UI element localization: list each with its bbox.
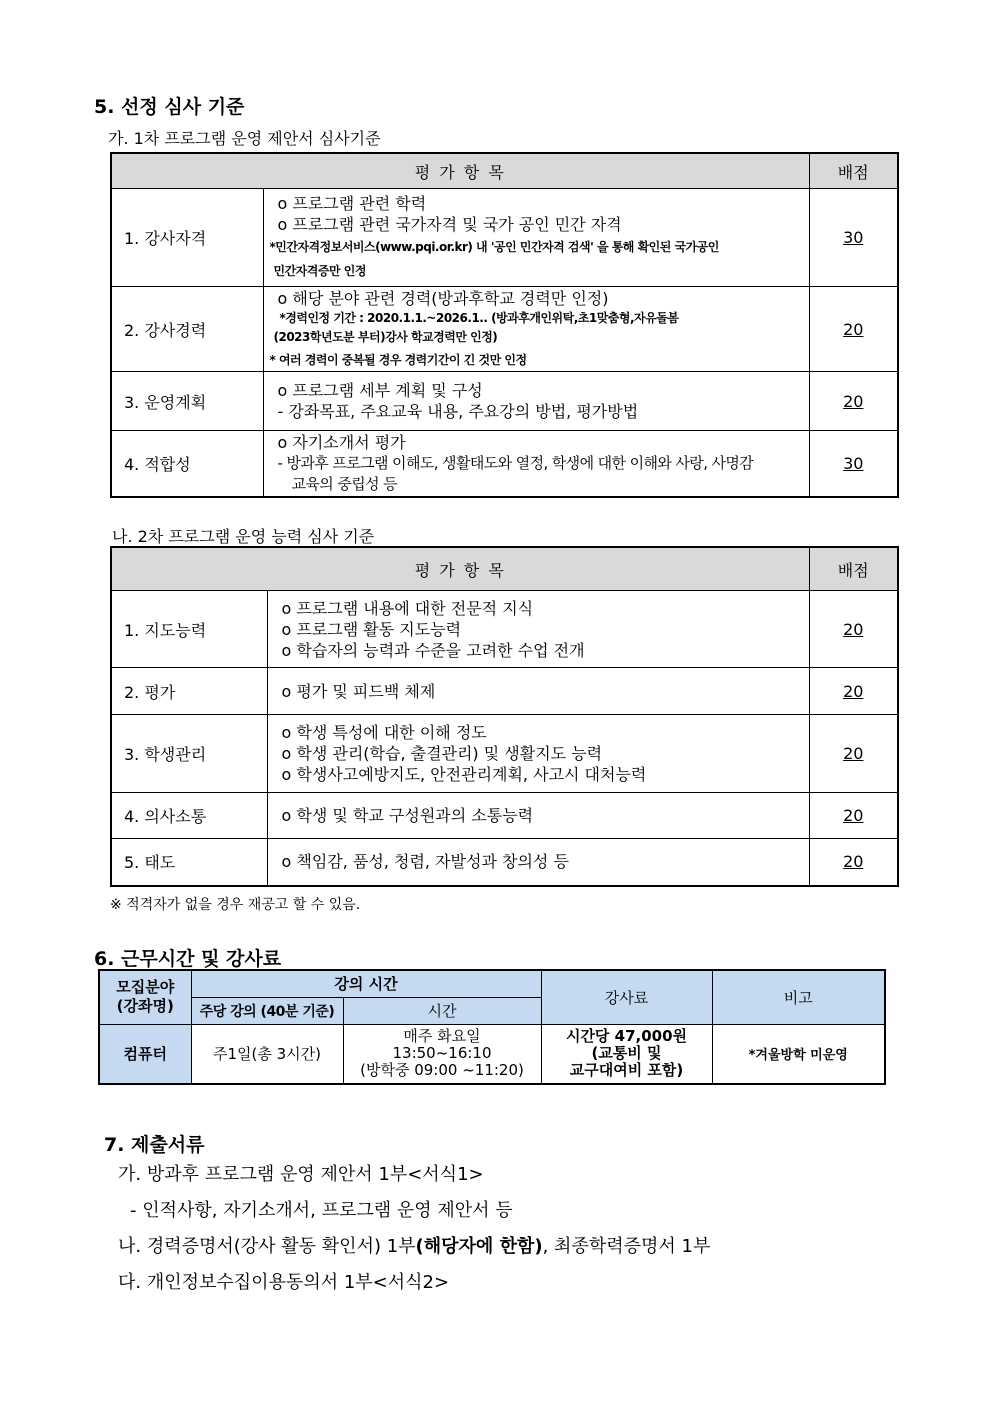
row-content [267,715,809,793]
table-first-evaluation [110,152,899,498]
row-score: 20 [809,372,898,431]
row-score: 30 [809,189,898,287]
content-line: o 프로그램 관련 학력 [277,193,427,213]
header-weekly: 주당 강의 (40분 기준) [191,997,343,1024]
row-score: 20 [809,591,898,668]
row-content [267,839,809,886]
content-line: o 프로그램 세부 계획 및 구성 [277,381,483,400]
row-content [263,372,809,431]
content-line: o 책임감, 품성, 청렴, 자발성과 창의성 등 [281,852,569,872]
table-row [111,287,898,372]
submission-item-c: 다. 개인정보수집이용동의서 1부<서식2> [118,1272,450,1293]
table-a-header-item: 평 가 항 목 [111,153,809,189]
row-name: 4. 적합성 [111,431,263,497]
content-note: (2023학년도분 부터)강사 학교경력만 인정) [273,330,498,344]
item-b-text-end: , 최종학력증명서 1부 [542,1236,711,1257]
section5-sub-b: 나. 2차 프로그램 운영 능력 심사 기준 [112,527,375,546]
fee-line: 시간당 47,000원 [565,1027,688,1046]
content-note: * 여러 경력이 중복될 경우 경력기간이 긴 것만 인정 [269,353,527,367]
cell-fee [541,1024,712,1084]
row-content [267,793,809,839]
content-note: *경력인정 기간 : 2020.1.1.~2026.1.. (방과후개인위탁,초1맞춤형,자유돌봄 [279,311,679,325]
row-score: 20 [809,287,898,372]
content-line: o 학생 관리(학습, 출결관리) 및 생활지도 능력 [281,744,603,763]
row-score: 20 [809,668,898,715]
time-line: 매주 화요일 [403,1027,481,1046]
row-content [263,431,809,497]
header-time: 시간 [343,997,541,1024]
cell-weekly: 주1일(총 3시간) [191,1024,343,1084]
table-row [111,715,898,793]
content-line: o 자기소개서 평가 [277,432,406,452]
content-line: o 평가 및 피드백 체제 [281,681,436,701]
item-b-emphasis: (해당자에 한함) [415,1236,543,1257]
cell-field: 컴퓨터 [99,1024,191,1084]
reannouncement-note: ※ 적격자가 없을 경우 재공고 할 수 있음. [110,897,361,913]
section6-title: 6. 근무시간 및 강사료 [94,948,282,970]
table-row [111,839,898,886]
content-line: o 프로그램 활동 지도능력 [281,619,462,639]
content-line: - 방과후 프로그램 이해도, 생활태도와 열정, 학생에 대한 이해와 사랑, 사명감 [277,453,754,472]
table-a-header-score: 배점 [809,153,898,189]
content-line: o 프로그램 관련 국가자격 및 국가 공인 민간 자격 [277,214,622,234]
header-lecture-time: 강의 시간 [191,970,541,997]
table-row [111,372,898,431]
section5-sub-a: 가. 1차 프로그램 운영 제안서 심사기준 [108,129,381,148]
row-score: 30 [809,431,898,497]
table-row [111,189,898,287]
cell-remark: *겨울방학 미운영 [712,1024,885,1084]
row-score: 20 [809,715,898,793]
table-b-header-score: 배점 [809,547,898,591]
submission-item-b [118,1232,710,1258]
content-line: o 학습자의 능력과 수준을 고려한 수업 전개 [281,640,585,660]
fee-line: (교통비 및 [591,1044,662,1063]
row-content [263,287,809,372]
time-line: (방학중 09:00 ~11:20) [360,1061,524,1080]
item-b-text: 나. 경력증명서(강사 활동 확인서) 1부 [118,1236,416,1257]
cell-time [343,1024,541,1084]
content-line: o 학생 특성에 대한 이해 정도 [281,723,487,742]
table-second-evaluation [110,546,899,887]
row-score: 20 [809,839,898,886]
row-name: 1. 지도능력 [111,591,267,668]
content-line: o 해당 분야 관련 경력(방과후학교 경력만 인정) [277,289,609,308]
row-content [267,668,809,715]
table-row [99,1024,885,1084]
content-note: 민간자격증만 인정 [273,263,366,278]
row-name: 5. 태도 [111,839,267,886]
submission-item-a-detail: - 인적사항, 자기소개서, 프로그램 운영 제안서 등 [130,1200,513,1221]
row-content [267,591,809,668]
table-row [111,668,898,715]
section5-title: 5. 선정 심사 기준 [94,96,245,118]
section7-title: 7. 제출서류 [104,1134,205,1156]
table-row [111,591,898,668]
content-line: - 강좌목표, 주요교육 내용, 주요강의 방법, 평가방법 [277,402,639,421]
table-row [111,793,898,839]
fee-line: 교구대여비 포함) [569,1061,684,1080]
content-line: 교육의 중립성 등 [291,474,398,493]
row-name: 2. 평가 [111,668,267,715]
header-fee: 강사료 [541,970,712,1024]
content-note: *민간자격정보서비스(www.pqi.or.kr) 내 '공인 민간자격 검색' 을 통해 확인된 국가공인 [269,239,719,254]
table-b-header-item: 평 가 항 목 [111,547,809,591]
content-line: o 프로그램 내용에 대한 전문적 지식 [281,598,534,618]
row-score: 20 [809,793,898,839]
row-name: 3. 학생관리 [111,715,267,793]
content-line: o 학생 및 학교 구성원과의 소통능력 [281,806,534,825]
content-line: o 학생사고예방지도, 안전관리계획, 사고시 대처능력 [281,765,647,784]
submission-item-a: 가. 방과후 프로그램 운영 제안서 1부<서식1> [118,1164,484,1185]
schedule-table [98,969,886,1085]
time-line: 13:50~16:10 [392,1044,492,1063]
row-name: 4. 의사소통 [111,793,267,839]
row-name: 3. 운영계획 [111,372,263,431]
row-name: 2. 강사경력 [111,287,263,372]
row-content [263,189,809,287]
header-field: 모집분야 (강좌명) [99,970,191,1024]
table-row [111,431,898,497]
row-name: 1. 강사자격 [111,189,263,287]
header-remark: 비고 [712,970,885,1024]
